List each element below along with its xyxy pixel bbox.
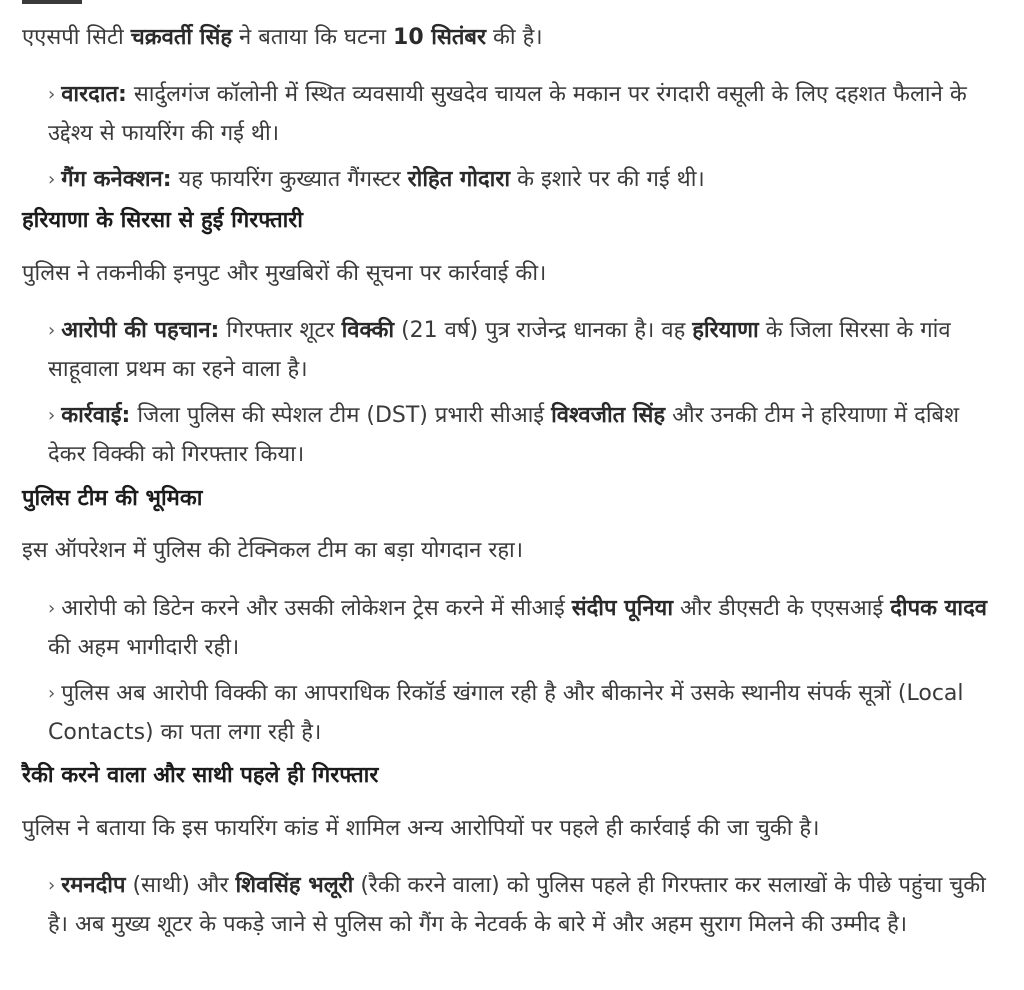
chevron-right-icon: › [48, 875, 56, 896]
list-item: › वारदात: सार्दुलगंज कॉलोनी में स्थित व्यवसायी सुखदेव चायल के मकान पर रंगदारी वसूली के लिए दहशत फैलाने के उद्देश्य से फायरिंग की गई थी। [48, 76, 994, 153]
chevron-right-icon: › [48, 320, 56, 341]
chevron-right-icon: › [48, 169, 56, 190]
section-heading: पुलिस टीम की भूमिका [22, 486, 203, 511]
list-item: › गैंग कनेक्शन: यह फायरिंग कुख्यात गैंगस्टर रोहित गोदारा के इशारे पर की गई थी। [48, 161, 994, 200]
chevron-right-icon: › [48, 598, 56, 619]
chevron-right-icon: › [48, 405, 56, 426]
list-item: › कार्रवाई: जिला पुलिस की स्पेशल टीम (DST) प्रभारी सीआई विश्वजीत सिंह और उनकी टीम ने हरियाणा में दबिश देकर विक्की को गिरफ्तार किया। [48, 397, 994, 474]
list-item: › पुलिस अब आरोपी विक्की का आपराधिक रिकॉर्ड खंगाल रही है और बीकानेर में उसके स्थानीय संपर्क सूत्रों (Local Contacts) का पता लगा रही है। [48, 675, 994, 752]
section-intro: इस ऑपरेशन में पुलिस की टेक्निकल टीम का बड़ा योगदान रहा। [22, 538, 524, 563]
chevron-right-icon: › [48, 683, 56, 704]
list-item: › रमनदीप (साथी) और शिवसिंह भलूरी (रैकी करने वाला) को पुलिस पहले ही गिरफ्तार कर सलाखों के पीछे पहुंचा चुकी है। अब मुख्य शूटर के पकड़े जाने से पुलिस को गैंग के नेटवर्क के बारे में और अहम सुराग मिलने की उम्मीद है। [48, 867, 994, 944]
asp-name: चक्रवर्ती सिंह [130, 25, 232, 50]
incident-date: 10 सितंबर [393, 25, 486, 50]
section-heading: हरियाणा के सिरसा से हुई गिरफ्तारी [22, 208, 304, 233]
list-item: › आरोपी को डिटेन करने और उसकी लोकेशन ट्रेस करने में सीआई संदीप पूनिया और डीएसटी के एएसआई दीपक यादव की अहम भागीदारी रही। [48, 590, 994, 667]
intro-paragraph: एएसपी सिटी चक्रवर्ती सिंह ने बताया कि घटना 10 सितंबर की है। [22, 25, 543, 50]
section-heading: रैकी करने वाला और साथी पहले ही गिरफ्तार [22, 763, 379, 788]
section-intro: पुलिस ने बताया कि इस फायरिंग कांड में शामिल अन्य आरोपियों पर पहले ही कार्रवाई की जा चुकी है। [22, 816, 820, 841]
list-item: › आरोपी की पहचान: गिरफ्तार शूटर विक्की (21 वर्ष) पुत्र राजेन्द्र धानका है। वह हरियाणा के जिला सिरसा के गांव साहूवाला प्रथम का रहने वाला है। [48, 312, 994, 389]
section-intro: पुलिस ने तकनीकी इनपुट और मुखबिरों की सूचना पर कार्रवाई की। [22, 261, 547, 286]
top-divider [22, 0, 82, 4]
chevron-right-icon: › [48, 84, 56, 105]
